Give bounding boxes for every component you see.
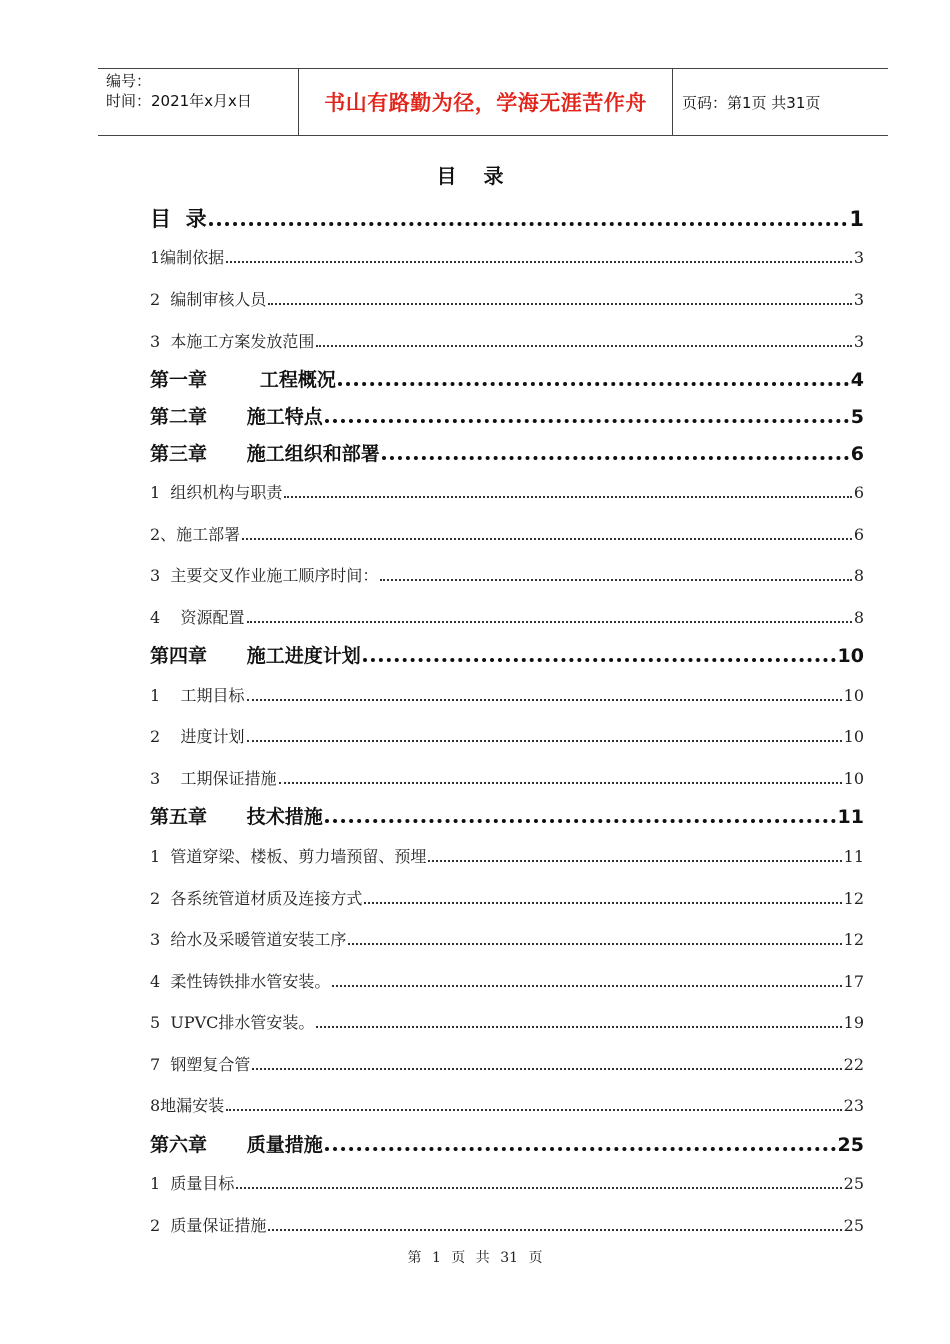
toc-entry[interactable]: [150, 1130, 864, 1157]
toc-entry-title: 第一章 工程概况: [150, 369, 336, 391]
toc-entry-page: 8: [853, 608, 864, 627]
toc-entry[interactable]: [150, 1171, 864, 1194]
toc-entry-page: 4: [850, 369, 864, 391]
toc-entry-page: 10: [837, 645, 864, 667]
toc-entry-title: 1 质量目标: [150, 1174, 235, 1193]
toc-leader-dots: [247, 740, 842, 742]
toc-entry[interactable]: [150, 724, 864, 747]
toc-entry[interactable]: [150, 365, 864, 392]
toc-leader-dots: [242, 538, 852, 540]
toc-leader-dots: [338, 382, 849, 386]
toc-entry[interactable]: [150, 1213, 864, 1236]
toc-entry[interactable]: [150, 605, 864, 628]
toc-entry-page: 25: [843, 1174, 864, 1193]
toc-entry-page: 10: [843, 686, 864, 705]
toc-entry-title: 2 进度计划: [150, 727, 245, 746]
toc-leader-dots: [332, 985, 841, 987]
toc-entry[interactable]: [150, 522, 864, 545]
toc-entry-page: 19: [843, 1013, 864, 1032]
toc-entry-title: 第五章 技术措施: [150, 806, 323, 828]
toc-entry[interactable]: [150, 1093, 864, 1116]
toc-entry-title: 3 本施工方案发放范围: [150, 332, 315, 351]
toc-entry-page: 12: [843, 930, 864, 949]
toc-entry[interactable]: [150, 329, 864, 352]
toc-entry-title: 4 资源配置: [150, 608, 245, 627]
toc-entry-title: 8地漏安装: [150, 1096, 225, 1115]
header-meta: [98, 69, 299, 135]
toc-entry-page: 6: [853, 525, 864, 544]
toc-leader-dots: [316, 345, 851, 347]
toc-entry[interactable]: [150, 969, 864, 992]
toc-entry[interactable]: [150, 766, 864, 789]
toc-entry-title: 1 组织机构与职责: [150, 483, 283, 502]
toc-leader-dots: [325, 819, 836, 823]
toc-entry-page: 5: [850, 406, 864, 428]
toc-entry-title: 第四章 施工进度计划: [150, 645, 361, 667]
toc-leader-dots: [380, 579, 851, 581]
toc-leader-dots: [325, 1147, 836, 1151]
code-label: 编号：: [106, 72, 152, 90]
toc-entry[interactable]: [150, 641, 864, 668]
toc-entry-page: 10: [843, 769, 864, 788]
toc-entry-page: 25: [837, 1134, 864, 1156]
time-label: 时间：2021年x月x日: [106, 92, 252, 110]
toc-entry[interactable]: [150, 287, 864, 310]
toc-entry[interactable]: [150, 480, 864, 503]
document-title: 目 录: [436, 164, 514, 188]
toc-entry[interactable]: [150, 203, 864, 233]
toc-entry-title: 4 柔性铸铁排水管安装。: [150, 972, 331, 991]
toc-entry-page: 22: [843, 1055, 864, 1074]
toc-entry[interactable]: [150, 1052, 864, 1075]
toc-leader-dots: [325, 419, 849, 423]
toc-leader-dots: [364, 902, 841, 904]
toc-entry-title: 3 给水及采暖管道安装工序: [150, 930, 347, 949]
toc-leader-dots: [382, 456, 849, 460]
toc-leader-dots: [236, 1187, 841, 1189]
toc-entry[interactable]: [150, 245, 864, 268]
toc-leader-dots: [226, 261, 852, 263]
toc-entry-page: 3: [853, 290, 864, 309]
toc-leader-dots: [428, 860, 841, 862]
toc-entry-title: 7 钢塑复合管: [150, 1055, 251, 1074]
toc-entry[interactable]: [150, 683, 864, 706]
toc-leader-dots: [247, 621, 852, 623]
toc-entry-title: 第六章 质量措施: [150, 1134, 323, 1156]
toc-entry[interactable]: [150, 802, 864, 829]
toc-leader-dots: [279, 782, 842, 784]
toc-entry-title: 第三章 施工组织和部署: [150, 443, 380, 465]
toc-entry-title: 目 录: [150, 207, 207, 231]
toc-entry-page: 3: [853, 332, 864, 351]
toc-entry-page: 25: [843, 1216, 864, 1235]
toc-entry-page: 17: [843, 972, 864, 991]
header-motto: 书山有路勤为径，学海无涯苦作舟: [299, 69, 673, 135]
toc-entry-title: 1编制依据: [150, 248, 225, 267]
toc-entry-page: 6: [853, 483, 864, 502]
toc-leader-dots: [316, 1026, 841, 1028]
toc-entry[interactable]: [150, 402, 864, 429]
toc-entry-title: 1 管道穿梁、楼板、剪力墙预留、预埋: [150, 847, 427, 866]
toc-entry-title: 3 工期保证措施: [150, 769, 277, 788]
toc-entry-page: 1: [849, 207, 864, 231]
toc-entry-title: 2、施工部署: [150, 525, 241, 544]
toc-leader-dots: [268, 1229, 841, 1231]
toc-leader-dots: [268, 303, 851, 305]
page-header: [98, 68, 888, 136]
toc-entry-title: 1 工期目标: [150, 686, 245, 705]
toc-entry[interactable]: [150, 844, 864, 867]
toc-entry-title: 2 质量保证措施: [150, 1216, 267, 1235]
toc-leader-dots: [252, 1068, 841, 1070]
toc-entry-page: 8: [853, 566, 864, 585]
toc-entry-page: 12: [843, 889, 864, 908]
toc-leader-dots: [247, 699, 842, 701]
toc-entry[interactable]: [150, 563, 864, 586]
toc-entry-title: 第二章 施工特点: [150, 406, 323, 428]
toc-entry-page: 23: [843, 1096, 864, 1115]
toc-leader-dots: [209, 222, 848, 226]
toc-entry-page: 11: [843, 847, 864, 866]
toc-entry-page: 11: [837, 806, 864, 828]
toc-entry-title: 2 各系统管道材质及连接方式: [150, 889, 363, 908]
toc-leader-dots: [284, 496, 851, 498]
toc-entry[interactable]: [150, 439, 864, 466]
header-page-label: 页码：第1页 共31页: [682, 93, 821, 112]
page-footer: 第 1 页 共 31 页: [407, 1250, 543, 1266]
toc-entry-page: 6: [850, 443, 864, 465]
toc-entry-page: 3: [853, 248, 864, 267]
toc-entry[interactable]: [150, 927, 864, 950]
toc-entry-page: 10: [843, 727, 864, 746]
toc-leader-dots: [348, 943, 841, 945]
toc-entry[interactable]: [150, 1010, 864, 1033]
toc-entry-title: 2 编制审核人员: [150, 290, 267, 309]
toc-leader-dots: [226, 1109, 841, 1111]
toc-entry[interactable]: [150, 886, 864, 909]
toc-entry-title: 3 主要交叉作业施工顺序时间：: [150, 566, 379, 585]
toc-leader-dots: [363, 658, 836, 662]
toc-entry-title: 5 UPVC排水管安装。: [150, 1013, 315, 1032]
